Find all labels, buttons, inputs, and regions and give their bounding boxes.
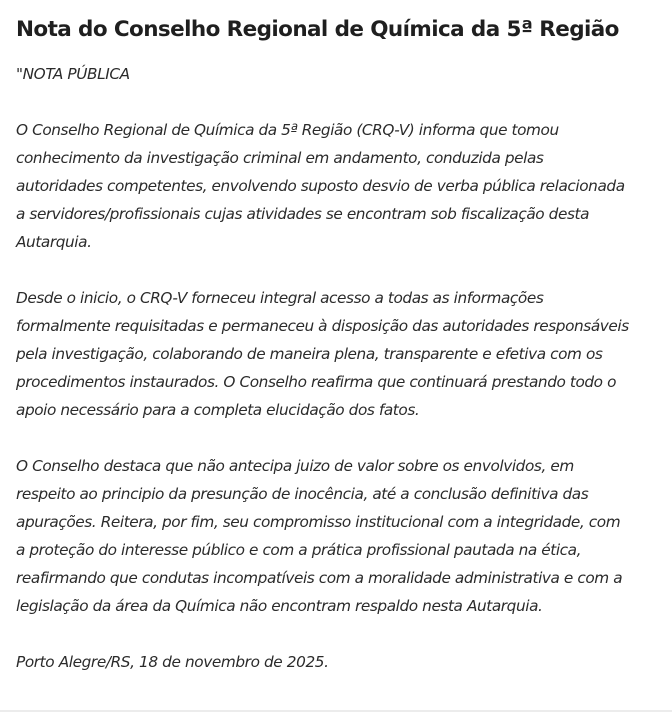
paragraph-line: apoio necessário para a completa elucidação dos fatos. bbox=[16, 401, 420, 419]
paragraph-line: formalmente requisitadas e permaneceu à disposição das autoridades responsáveis bbox=[16, 317, 629, 335]
paragraph-line: respeito ao principio da presunção de inocência, até a conclusão definitiva das bbox=[16, 485, 589, 503]
paragraph-line: reafirmando que condutas incompatíveis com a moralidade administrativa e com a bbox=[16, 569, 623, 587]
article-title: Nota do Conselho Regional de Química da 5ª Região bbox=[16, 17, 619, 42]
paragraph-line: procedimentos instaurados. O Conselho reafirma que continuará prestando todo o bbox=[16, 373, 617, 391]
paragraph-3 bbox=[16, 452, 668, 620]
note-label: "NOTA PÚBLICA bbox=[16, 65, 130, 83]
paragraph-line: pela investigação, colaborando de maneira plena, transparente e efetiva com os bbox=[16, 345, 603, 363]
paragraph-2 bbox=[16, 284, 668, 424]
paragraph-line: O Conselho destaca que não antecipa juizo de valor sobre os envolvidos, em bbox=[16, 457, 574, 475]
paragraph-line: O Conselho Regional de Química da 5ª Região (CRQ-V) informa que tomou bbox=[16, 121, 559, 139]
paragraph-line: a servidores/profissionais cujas atividades se encontram sob fiscalização desta bbox=[16, 205, 590, 223]
paragraph-line: a proteção do interesse público e com a prática profissional pautada na ética, bbox=[16, 541, 582, 559]
paragraph-1 bbox=[16, 116, 668, 256]
paragraph-line: apurações. Reitera, por fim, seu compromisso institucional com a integridade, com bbox=[16, 513, 621, 531]
paragraph-line: Autarquia. bbox=[16, 233, 92, 251]
paragraph-line: conhecimento da investigação criminal em andamento, conduzida pelas bbox=[16, 149, 544, 167]
article bbox=[16, 14, 668, 676]
signoff-date: Porto Alegre/RS, 18 de novembro de 2025. bbox=[16, 653, 329, 671]
paragraph-line: Desde o inicio, o CRQ-V forneceu integral acesso a todas as informações bbox=[16, 289, 544, 307]
paragraph-line: legislação da área da Química não encontram respaldo nesta Autarquia. bbox=[16, 597, 543, 615]
paragraph-line: autoridades competentes, envolvendo suposto desvio de verba pública relacionada bbox=[16, 177, 625, 195]
